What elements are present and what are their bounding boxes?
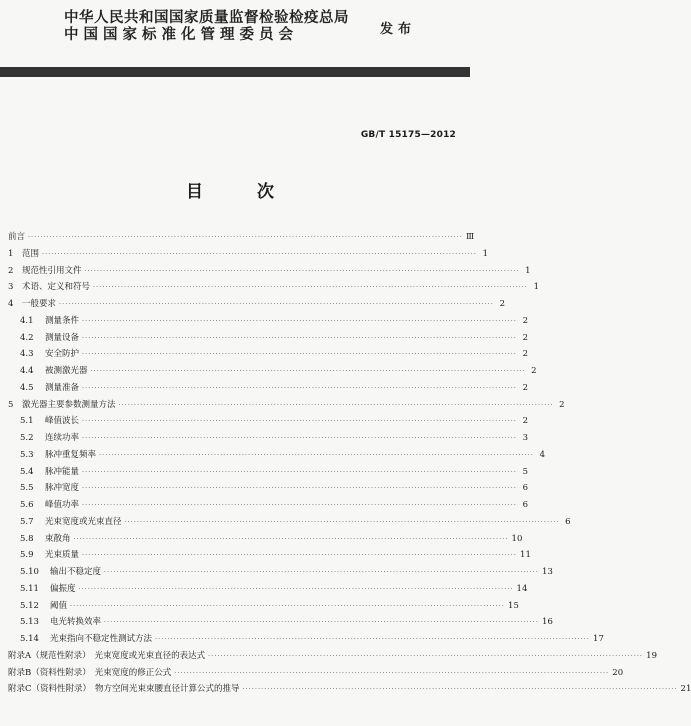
toc-entry-page: 1 <box>533 282 540 293</box>
toc-entry[interactable] <box>8 631 604 648</box>
toc-entry-number: 5.9 <box>20 550 34 561</box>
toc-entry-number: 附录C（资料性附录） <box>8 684 92 695</box>
toc-leader-dots: ············································································································································ <box>70 602 506 610</box>
toc-entry[interactable] <box>8 514 571 531</box>
toc-entry[interactable] <box>8 547 531 564</box>
toc-leader-dots: ············································································································································ <box>104 569 540 576</box>
toc-entry-number: 5.11 <box>20 583 39 594</box>
toc-entry-label: 一般要求 <box>22 299 57 309</box>
toc-entry[interactable] <box>8 346 529 363</box>
toc-leader-dots: ············································································································································ <box>174 669 610 677</box>
toc-entry-label: 激光器主要参数测量方法 <box>22 399 116 410</box>
table-of-contents <box>8 229 691 698</box>
toc-entry[interactable] <box>8 430 529 447</box>
toc-leader-dots: ············································································································································ <box>99 451 535 459</box>
issuer-header <box>0 0 470 66</box>
toc-entry-number: 5.2 <box>20 433 34 443</box>
toc-leader-dots: ············································································································································ <box>82 435 518 442</box>
toc-leader-dots: ············································································································································ <box>155 636 591 643</box>
toc-entry-page: 16 <box>542 617 553 628</box>
toc-leader-dots: ············································································································································ <box>82 384 518 392</box>
issuer-org-2: 中国国家标准化管理委员会 <box>64 27 298 43</box>
toc-entry-page: 1 <box>482 248 489 259</box>
toc-entry-label: 电光转换效率 <box>50 617 102 628</box>
toc-entry-page: 2 <box>559 399 565 410</box>
toc-entry-label: 物方空间光束束腰直径计算公式的推导 <box>95 684 240 695</box>
toc-entry-number: 2 <box>8 265 14 276</box>
toc-entry-page: 2 <box>522 349 529 360</box>
toc-entry[interactable] <box>8 614 553 631</box>
toc-entry[interactable] <box>8 464 529 481</box>
toc-entry-page: 4 <box>539 449 546 460</box>
toc-entry-page: 2 <box>522 416 529 427</box>
toc-entry-number: 1 <box>8 248 14 259</box>
toc-entry-label: 安全防护 <box>45 349 80 360</box>
toc-entry-label: 脉冲能量 <box>45 466 80 477</box>
toc-entry-number: 5.7 <box>20 516 34 527</box>
standard-number: GB/T 15175—2012 <box>360 130 456 140</box>
toc-entry-label: 测量设备 <box>45 332 80 343</box>
toc-entry-page: 1 <box>525 265 531 276</box>
toc-entry-page: 2 <box>522 315 529 326</box>
toc-entry[interactable] <box>8 246 489 263</box>
toc-leader-dots: ············································································································································ <box>208 652 644 660</box>
toc-entry[interactable] <box>8 665 624 682</box>
toc-entry-number: 附录A（规范性附录） <box>8 650 91 661</box>
toc-entry-label: 范围 <box>22 248 40 259</box>
toc-leader-dots: ············································································································································ <box>93 284 529 292</box>
toc-entry[interactable] <box>8 279 540 296</box>
toc-leader-dots: ············································································································································ <box>82 418 518 426</box>
toc-entry-page: 10 <box>511 533 523 544</box>
toc-entry[interactable] <box>8 330 529 347</box>
toc-entry[interactable] <box>8 531 523 548</box>
toc-entry-label: 输出不稳定度 <box>50 567 102 577</box>
toc-entry[interactable] <box>8 229 475 246</box>
toc-leader-dots: ············································································································································ <box>82 351 518 359</box>
toc-entry-label: 峰值波长 <box>45 416 80 427</box>
toc-entry-number: 5.12 <box>20 600 39 611</box>
toc-leader-dots: ············································································································································ <box>59 301 495 308</box>
toc-entry-page: 17 <box>593 634 604 644</box>
toc-entry-label: 偏振度 <box>50 583 76 594</box>
toc-entry-page: 11 <box>520 550 531 561</box>
toc-entry-page: 2 <box>499 299 506 309</box>
toc-entry-page: 6 <box>522 500 529 510</box>
toc-entry-page: 3 <box>522 433 529 443</box>
toc-entry-page: 5 <box>522 466 529 477</box>
toc-entry-label: 束散角 <box>45 533 71 544</box>
toc-entry-page: 2 <box>522 382 529 393</box>
toc-entry-page: 19 <box>646 650 657 661</box>
toc-entry-number: 5.10 <box>20 567 39 577</box>
toc-entry-label: 规范性引用文件 <box>22 265 82 276</box>
toc-entry-label: 光束宽度或光束直径 <box>45 516 122 527</box>
toc-entry-page: 15 <box>508 600 519 611</box>
toc-leader-dots: ············································································································································ <box>73 535 509 543</box>
toc-entry-number: 5.6 <box>20 500 34 510</box>
toc-entry[interactable] <box>8 263 531 280</box>
toc-entry-label: 测量条件 <box>45 315 80 326</box>
toc-leader-dots: ············································································································································ <box>82 317 518 325</box>
toc-entry-number: 前言 <box>8 232 26 242</box>
toc-entry-label: 脉冲宽度 <box>45 483 80 494</box>
toc-leader-dots: ············································································································································ <box>84 267 520 275</box>
toc-entry[interactable] <box>8 380 529 397</box>
toc-entry-label: 连续功率 <box>45 433 80 443</box>
toc-entry[interactable] <box>8 447 546 464</box>
toc-entry-page: 20 <box>612 667 624 678</box>
toc-entry-number: 4.4 <box>20 366 34 376</box>
issuer-org-1: 中华人民共和国国家质量监督检验检疫总局 <box>64 10 349 26</box>
toc-entry[interactable] <box>8 413 529 430</box>
toc-entry[interactable] <box>8 648 657 665</box>
toc-entry-number: 5.5 <box>20 483 34 494</box>
toc-leader-dots: ············································································································································ <box>42 250 478 258</box>
toc-entry-page: 2 <box>531 366 537 376</box>
toc-leader-dots: ············································································································································ <box>90 368 526 375</box>
toc-entry[interactable] <box>8 598 519 615</box>
toc-entry-label: 阈值 <box>50 600 68 611</box>
toc-entry-label: 光束宽度的修正公式 <box>94 667 172 678</box>
toc-entry-label: 光束质量 <box>45 550 80 561</box>
toc-entry-page: 21 <box>680 684 691 695</box>
toc-entry-number: 5.8 <box>20 533 34 544</box>
toc-entry[interactable] <box>8 397 565 414</box>
toc-entry-number: 3 <box>8 282 14 293</box>
toc-entry-number: 4.1 <box>20 315 34 326</box>
toc-entry-number: 4.2 <box>20 332 34 343</box>
toc-entry-page: 2 <box>522 332 529 343</box>
toc-entry-number: 4.5 <box>20 382 34 393</box>
toc-entry-page: 6 <box>522 483 529 494</box>
toc-entry-label: 脉冲重复频率 <box>45 449 97 460</box>
toc-entry[interactable] <box>8 480 529 497</box>
toc-leader-dots: ············································································································································ <box>28 234 464 241</box>
toc-entry-label: 光束宽度或光束直径的表达式 <box>94 650 206 661</box>
toc-entry-number: 5.1 <box>20 416 34 427</box>
toc-entry-number: 5.3 <box>20 449 34 460</box>
issuer-names <box>64 10 364 44</box>
toc-entry-label: 光束指向不稳定性测试方法 <box>50 634 153 644</box>
toc-leader-dots: ············································································································································ <box>82 502 518 509</box>
toc-leader-dots: ············································································································································ <box>82 468 518 476</box>
publish-label: 发布 <box>380 22 417 37</box>
toc-entry-number: 附录B（资料性附录） <box>8 667 91 678</box>
toc-entry-label: 峰值功率 <box>45 500 80 510</box>
toc-leader-dots: ············································································································································ <box>82 334 518 342</box>
toc-entry-number: 5 <box>8 399 14 410</box>
toc-leader-dots: ············································································································································ <box>124 518 560 526</box>
toc-entry[interactable] <box>8 581 528 598</box>
toc-entry[interactable] <box>8 313 529 330</box>
toc-leader-dots: ············································································································································ <box>118 401 554 409</box>
toc-entry-number: 4 <box>8 299 14 309</box>
toc-entry-page: Ⅲ <box>466 232 475 242</box>
toc-entry[interactable] <box>8 497 529 514</box>
toc-title: 目 次 <box>186 182 298 202</box>
toc-entry-page: 14 <box>516 583 528 594</box>
toc-leader-dots: ············································································································································ <box>82 552 518 560</box>
toc-leader-dots: ············································································································································ <box>242 686 678 694</box>
toc-entry[interactable] <box>8 681 691 698</box>
toc-entry-number: 5.4 <box>20 466 34 477</box>
toc-entry-number: 5.13 <box>20 617 39 628</box>
toc-entry-number: 4.3 <box>20 349 34 360</box>
toc-leader-dots: ············································································································································ <box>82 485 518 493</box>
toc-entry-page: 13 <box>542 567 553 577</box>
toc-leader-dots: ············································································································································ <box>78 585 514 593</box>
header-rule <box>0 67 470 77</box>
toc-entry-label: 被测激光器 <box>45 366 88 376</box>
toc-entry[interactable] <box>8 296 506 313</box>
toc-entry-page: 6 <box>565 516 571 527</box>
toc-entry[interactable] <box>8 363 537 380</box>
toc-entry-label: 测量准备 <box>45 382 80 393</box>
toc-entry-number: 5.14 <box>20 634 39 644</box>
toc-leader-dots: ············································································································································ <box>104 619 540 627</box>
toc-entry[interactable] <box>8 564 553 581</box>
toc-entry-label: 术语、定义和符号 <box>22 282 91 293</box>
